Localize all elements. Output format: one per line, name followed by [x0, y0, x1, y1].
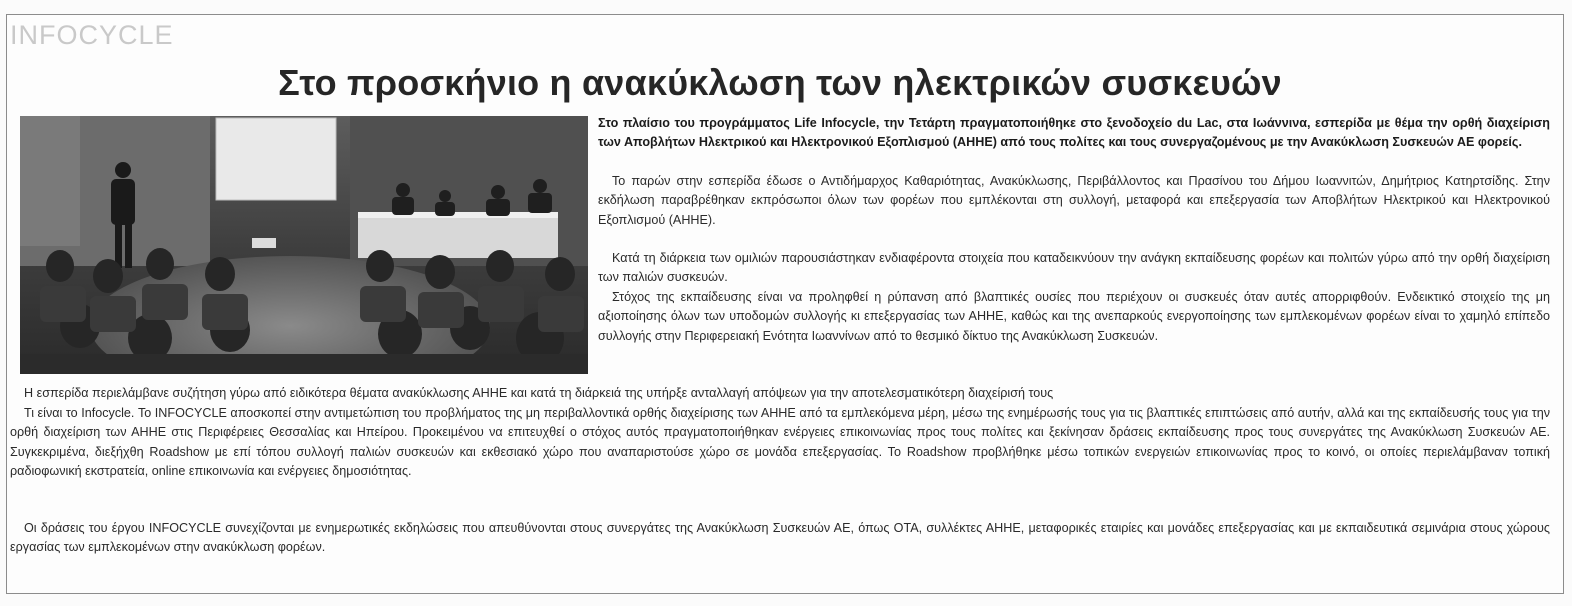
article-paragraph-5: Τι είναι το Infocycle. Το INFOCYCLE αποσκοπεί στην αντιμετώπιση του προβλήματος της μη περιβαλλοντικά ορθής διαχείρισης των ΑΗΗΕ από τα εμπλεκόμενα μέρη, μέσω της ενημέρωσής τους για τις βλαπτικές επιπτώσεις από αυτήν, αλλά και της εκπαίδευσής τους για την ορθή διαχείριση των ΑΗΗΕ στις Περιφέρειες Θεσσαλίας και Ηπείρου. Προκειμένου να επιτευχθεί ο στόχος αυτός πραγματοποιήθηκαν ενέργειες επικοινωνίας προς τους πολίτες και ξεκίνησαν δράσεις εκπαίδευσης προς τους συνεργάτες της Ανακύκλωση Συσκευών ΑΕ. Συγκεκριμένα, διεξήχθη Roadshow με επί τόπου συλλογή παλιών συσκευών και εκθεσιακό χώρο που αναπαριστούσε χώρο σε μονάδα επεξεργασίας. Το Roadshow προβλήθηκε μέσω τοπικών ενεργειών επικοινωνίας προς το κοινό, οι οποίες περιελάμβαναν τοπική ραδιοφωνική εκστρατεία, online επικοινωνία και ενέργειες δημοσιότητας. — [10, 406, 1550, 478]
section-label: INFOCYCLE — [10, 20, 174, 50]
article-paragraph-1: Το παρών στην εσπερίδα έδωσε ο Αντιδήμαρχος Καθαριότητας, Ανακύκλωσης, Περιβάλλοντος και Πρασίνου του Δήμου Ιωαννιτών, Δημήτριος Κατηρτσίδης. Στην εκδήλωση παραβρέθηκαν εκπρόσωποι όλων των φορέων που εμπλέκονται στη συλλογή, μεταφορά και επεξεργασία των Αποβλήτων Ηλεκτρικού και Ηλεκτρονικού Εξοπλισμού (ΑΗΗΕ). — [598, 174, 1550, 227]
article-paragraph-3: Στόχος της εκπαίδευσης είναι να προληφθεί η ρύπανση από βλαπτικές ουσίες που περιέχουν οι συσκευές όταν αυτές απορριφθούν. Ενδεικτικό στοιχείο της μη αξιοποίησης όλων των υποδομών συλλογής κι επεξεργασίας των ΑΗΗΕ, καθώς και της ανεπαρκούς ενεργοποίησης των εμπλεκομένων φορέων είναι το χαμηλό επίπεδο συλλογής στην Περιφερειακή Ενότητα Ιωαννίνων από το θεσμικό δίκτυο της Ανακύκλωση Συσκευών. — [598, 290, 1550, 343]
article-lead: Στο πλαίσιο του προγράμματος Life Infocycle, την Τετάρτη πραγματοποιήθηκε στο ξενοδοχείο du Lac, στα Ιωάννινα, εσπερίδα με θέμα την ορθή διαχείριση των Αποβλήτων Ηλεκτρικού και Ηλεκτρονικού Εξοπλισμού (ΑΗΗΕ) από τους πολίτες και τους συνεργαζομένους με την Ανακύκλωση Συσκευών ΑΕ φορείς. — [598, 116, 1550, 150]
article-paragraph-6: Οι δράσεις του έργου INFOCYCLE συνεχίζονται με ενημερωτικές εκδηλώσεις που απευθύνονται στους συνεργάτες της Ανακύκλωση Συσκευών ΑΕ, όπως ΟΤΑ, συλλέκτες ΑΗΗΕ, μεταφορικές εταιρίες και μονάδες επεξεργασίας και με εκπαιδευτικά σεμινάρια στους χώρους εργασίας των εμπλεκομένων στην ανακύκλωση φορέων. — [10, 521, 1550, 555]
conference-photo-graphic — [20, 116, 588, 374]
article-paragraph-4: Η εσπερίδα περιελάμβανε συζήτηση γύρω από ειδικότερα θέματα ανακύκλωσης ΑΗΗΕ και κατά τη διάρκειά της υπήρξε ανταλλαγή απόψεων για την αποτελεσματικότερη διαχείρισή τους — [24, 386, 1054, 400]
event-photo — [20, 116, 588, 374]
article-headline: Στο προσκήνιο η ανακύκλωση των ηλεκτρικών συσκευών — [278, 62, 1282, 103]
article-paragraph-2: Κατά τη διάρκεια των ομιλιών παρουσιάστηκαν ενδιαφέροντα στοιχεία που καταδεικνύουν την ανάγκη εκπαίδευσης φορέων και πολιτών γύρω από την ορθή διαχείριση των παλιών συσκευών. — [598, 251, 1550, 285]
